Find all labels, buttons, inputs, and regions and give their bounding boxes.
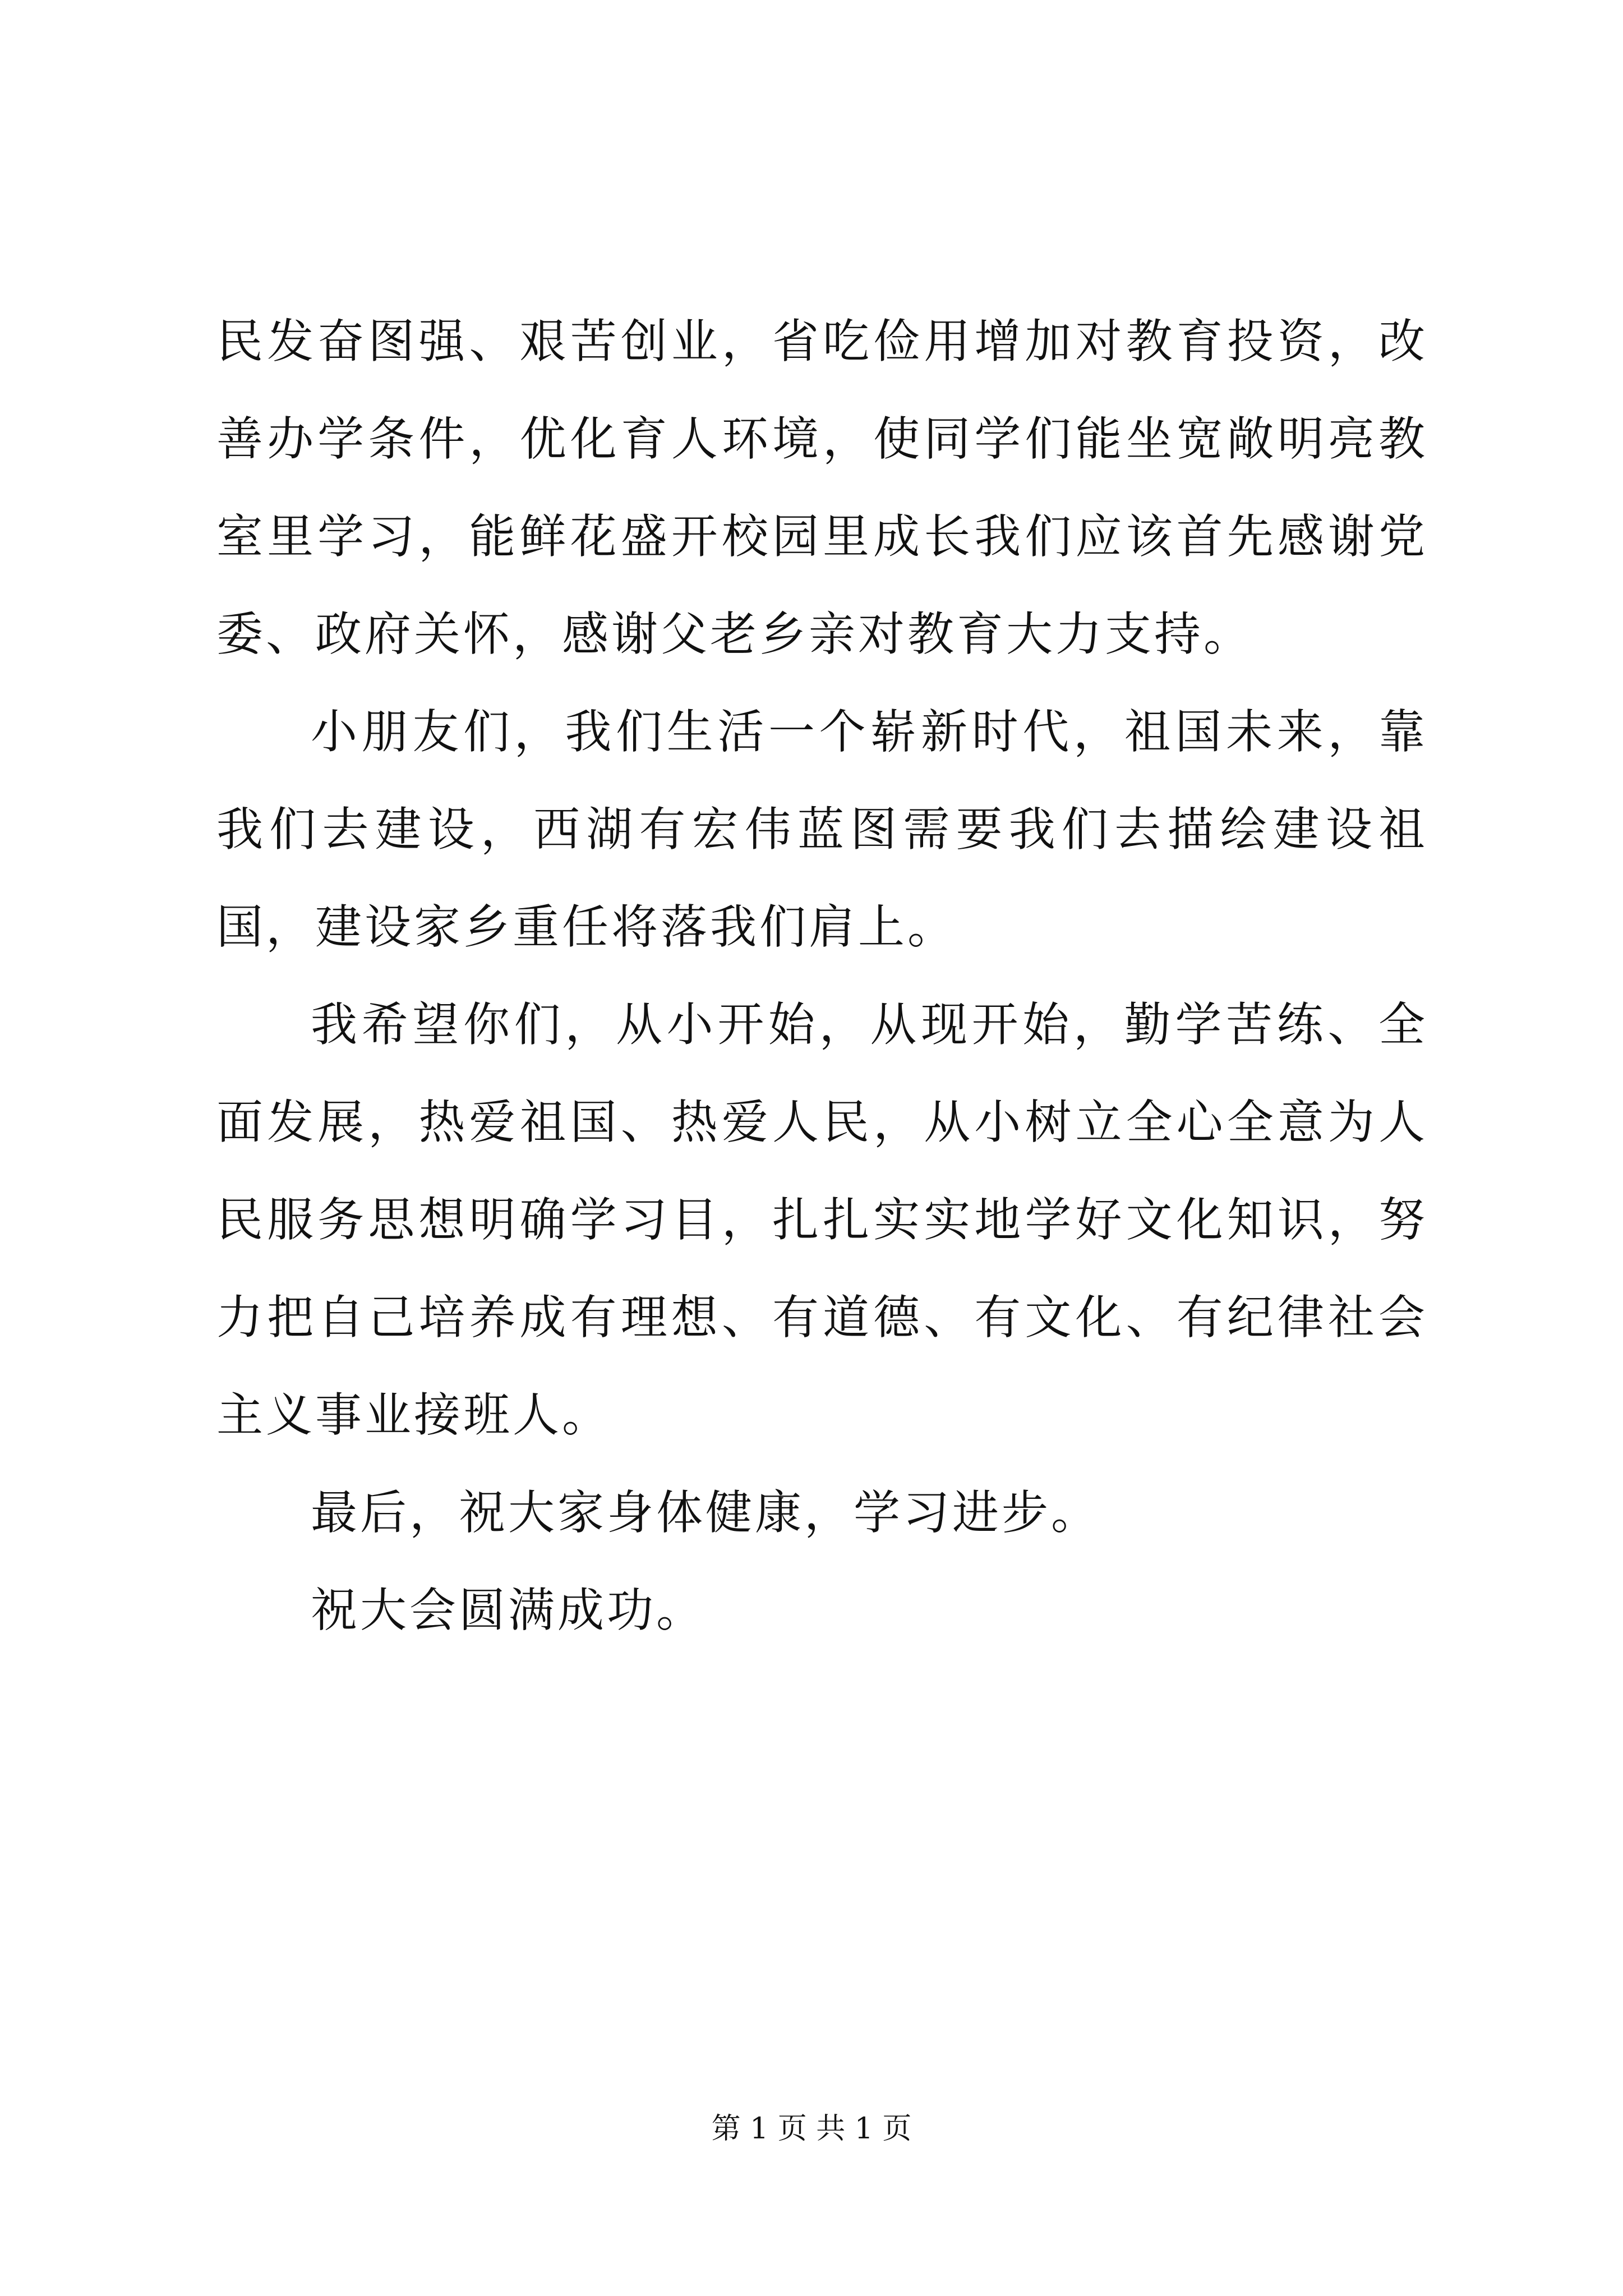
document-body	[216, 293, 1428, 1659]
paragraph: 最后，祝大家身体健康，学习进步。	[311, 1485, 1100, 1540]
paragraph-continued: 民发奋图强、艰苦创业，省吃俭用增加对教育投资，改善办学条件，优化育人环境，使同学们能坐宽敞明亮教室里学习，能鲜花盛开校园里成长我们应该首先感谢党委、政府关怀，感谢父老乡亲对教育大力支持。	[216, 314, 1428, 661]
page-number-footer: 第 1 页 共 1 页	[711, 2112, 912, 2146]
paragraph: 祝大会圆满成功。	[311, 1583, 706, 1637]
paragraph: 我希望你们，从小开始，从现开始，勤学苦练、全面发展，热爱祖国、热爱人民，从小树立全心全意为人民服务思想明确学习目，扎扎实实地学好文化知识，努力把自己培养成有理想、有道德、有文化、有纪律社会主义事业接班人。	[216, 997, 1428, 1442]
paragraph: 小朋友们，我们生活一个崭新时代，祖国未来，靠我们去建设，西湖有宏伟蓝图需要我们去描绘建设祖国，建设家乡重任将落我们肩上。	[216, 705, 1428, 954]
